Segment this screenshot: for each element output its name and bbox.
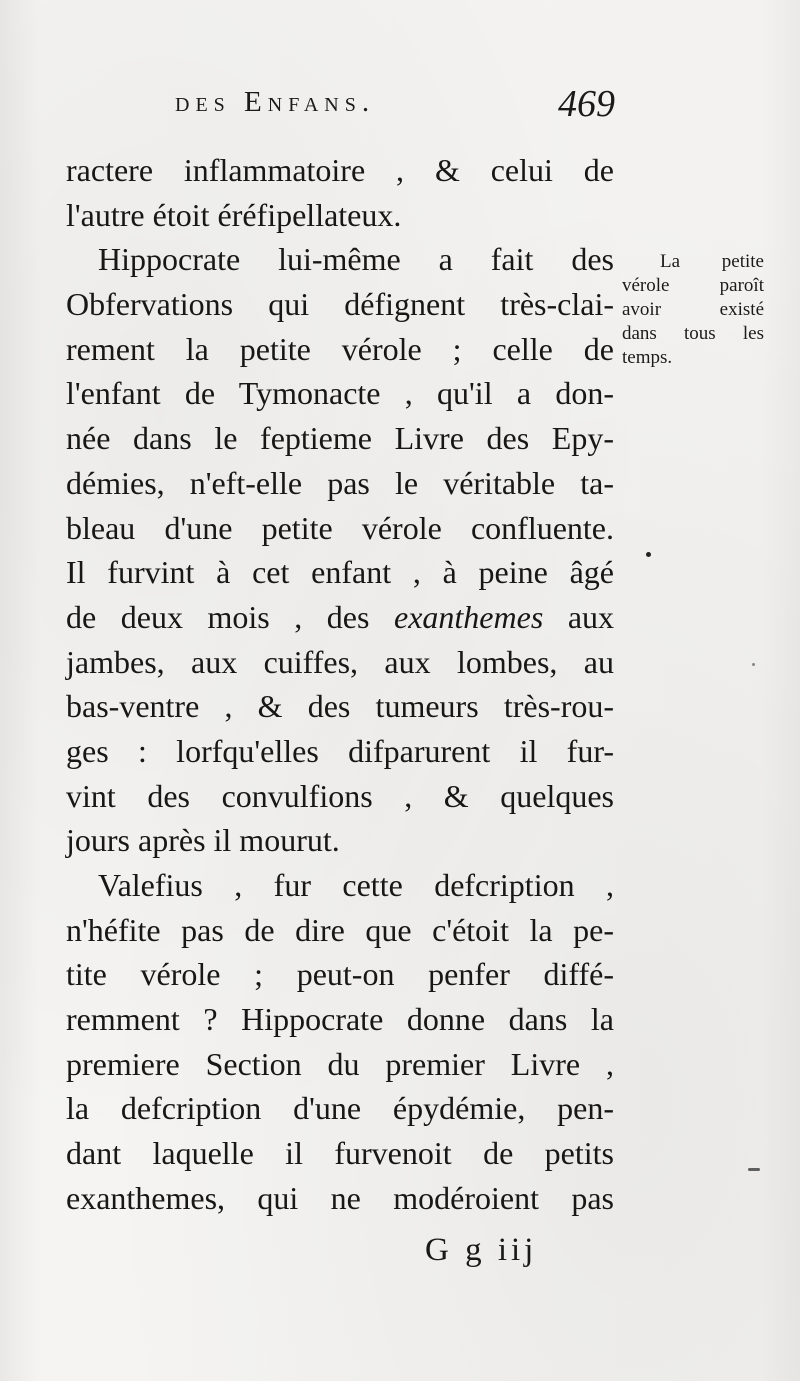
text-line: bleau d'une petite vérole confluente. — [66, 509, 614, 546]
text-line: premiere Section du premier Livre , — [66, 1045, 614, 1082]
ink-speck — [748, 1168, 760, 1171]
text-line: jours après il mourut. — [66, 822, 340, 859]
text-line: ractere inflammatoire , & celui de — [66, 152, 614, 188]
margin-line: avoir existé — [622, 299, 764, 320]
running-head — [175, 82, 615, 126]
text-segment: de deux mois , des — [66, 598, 370, 635]
page-number: 469 — [558, 83, 615, 125]
text-line: remment ? Hippocrate donne dans la — [66, 1001, 614, 1038]
ink-speck — [646, 552, 651, 557]
marginal-note — [622, 250, 764, 370]
text-line: vint des convulfions , & quelques — [66, 777, 614, 814]
ink-speck — [752, 663, 755, 666]
text-line: démies, n'eft-elle pas le véritable ta- — [66, 464, 614, 501]
text-line: née dans le feptieme Livre des Epy- — [66, 420, 614, 457]
text-line: l'enfant de Tymonacte , qu'il a don- — [66, 375, 614, 412]
text-line — [66, 595, 614, 640]
text-segment: aux — [567, 598, 615, 635]
text-line: la defcription d'une épydémie, pen- — [66, 1090, 614, 1127]
text-line: dant laquelle il furvenoit de petits — [66, 1135, 614, 1172]
margin-line: La petite — [660, 251, 764, 272]
text-line: Hippocrate lui-même a fait des — [98, 241, 614, 278]
text-line: ges : lorfqu'elles difparurent il fur- — [66, 732, 614, 769]
text-line: Obfervations qui défignent très-clai- — [66, 286, 614, 323]
running-title: des Enfans. — [175, 86, 376, 118]
text-line: l'autre étoit éréfipellateux. — [66, 196, 402, 233]
text-line: tite vérole ; peut-on penfer diffé- — [66, 956, 614, 993]
text-line: Il furvint à cet enfant , à peine âgé — [66, 554, 614, 591]
margin-line: vérole paroît — [622, 275, 764, 296]
main-text — [66, 148, 614, 1221]
text-line: rement la petite vérole ; celle de — [66, 330, 614, 367]
signature-mark: G g iij — [425, 1232, 538, 1268]
text-line: bas-ventre , & des tumeurs très-rou- — [66, 688, 614, 725]
text-line: n'héfite pas de dire que c'étoit la pe- — [66, 911, 614, 948]
margin-line: dans tous les — [622, 323, 764, 344]
margin-line: temps. — [622, 347, 673, 368]
italic-term: exanthemes — [394, 598, 544, 635]
text-line: Valefius , fur cette defcription , — [98, 867, 614, 903]
text-line: jambes, aux cuiffes, aux lombes, au — [66, 643, 614, 680]
text-line: exanthemes, qui ne modéroient pas — [66, 1179, 614, 1216]
